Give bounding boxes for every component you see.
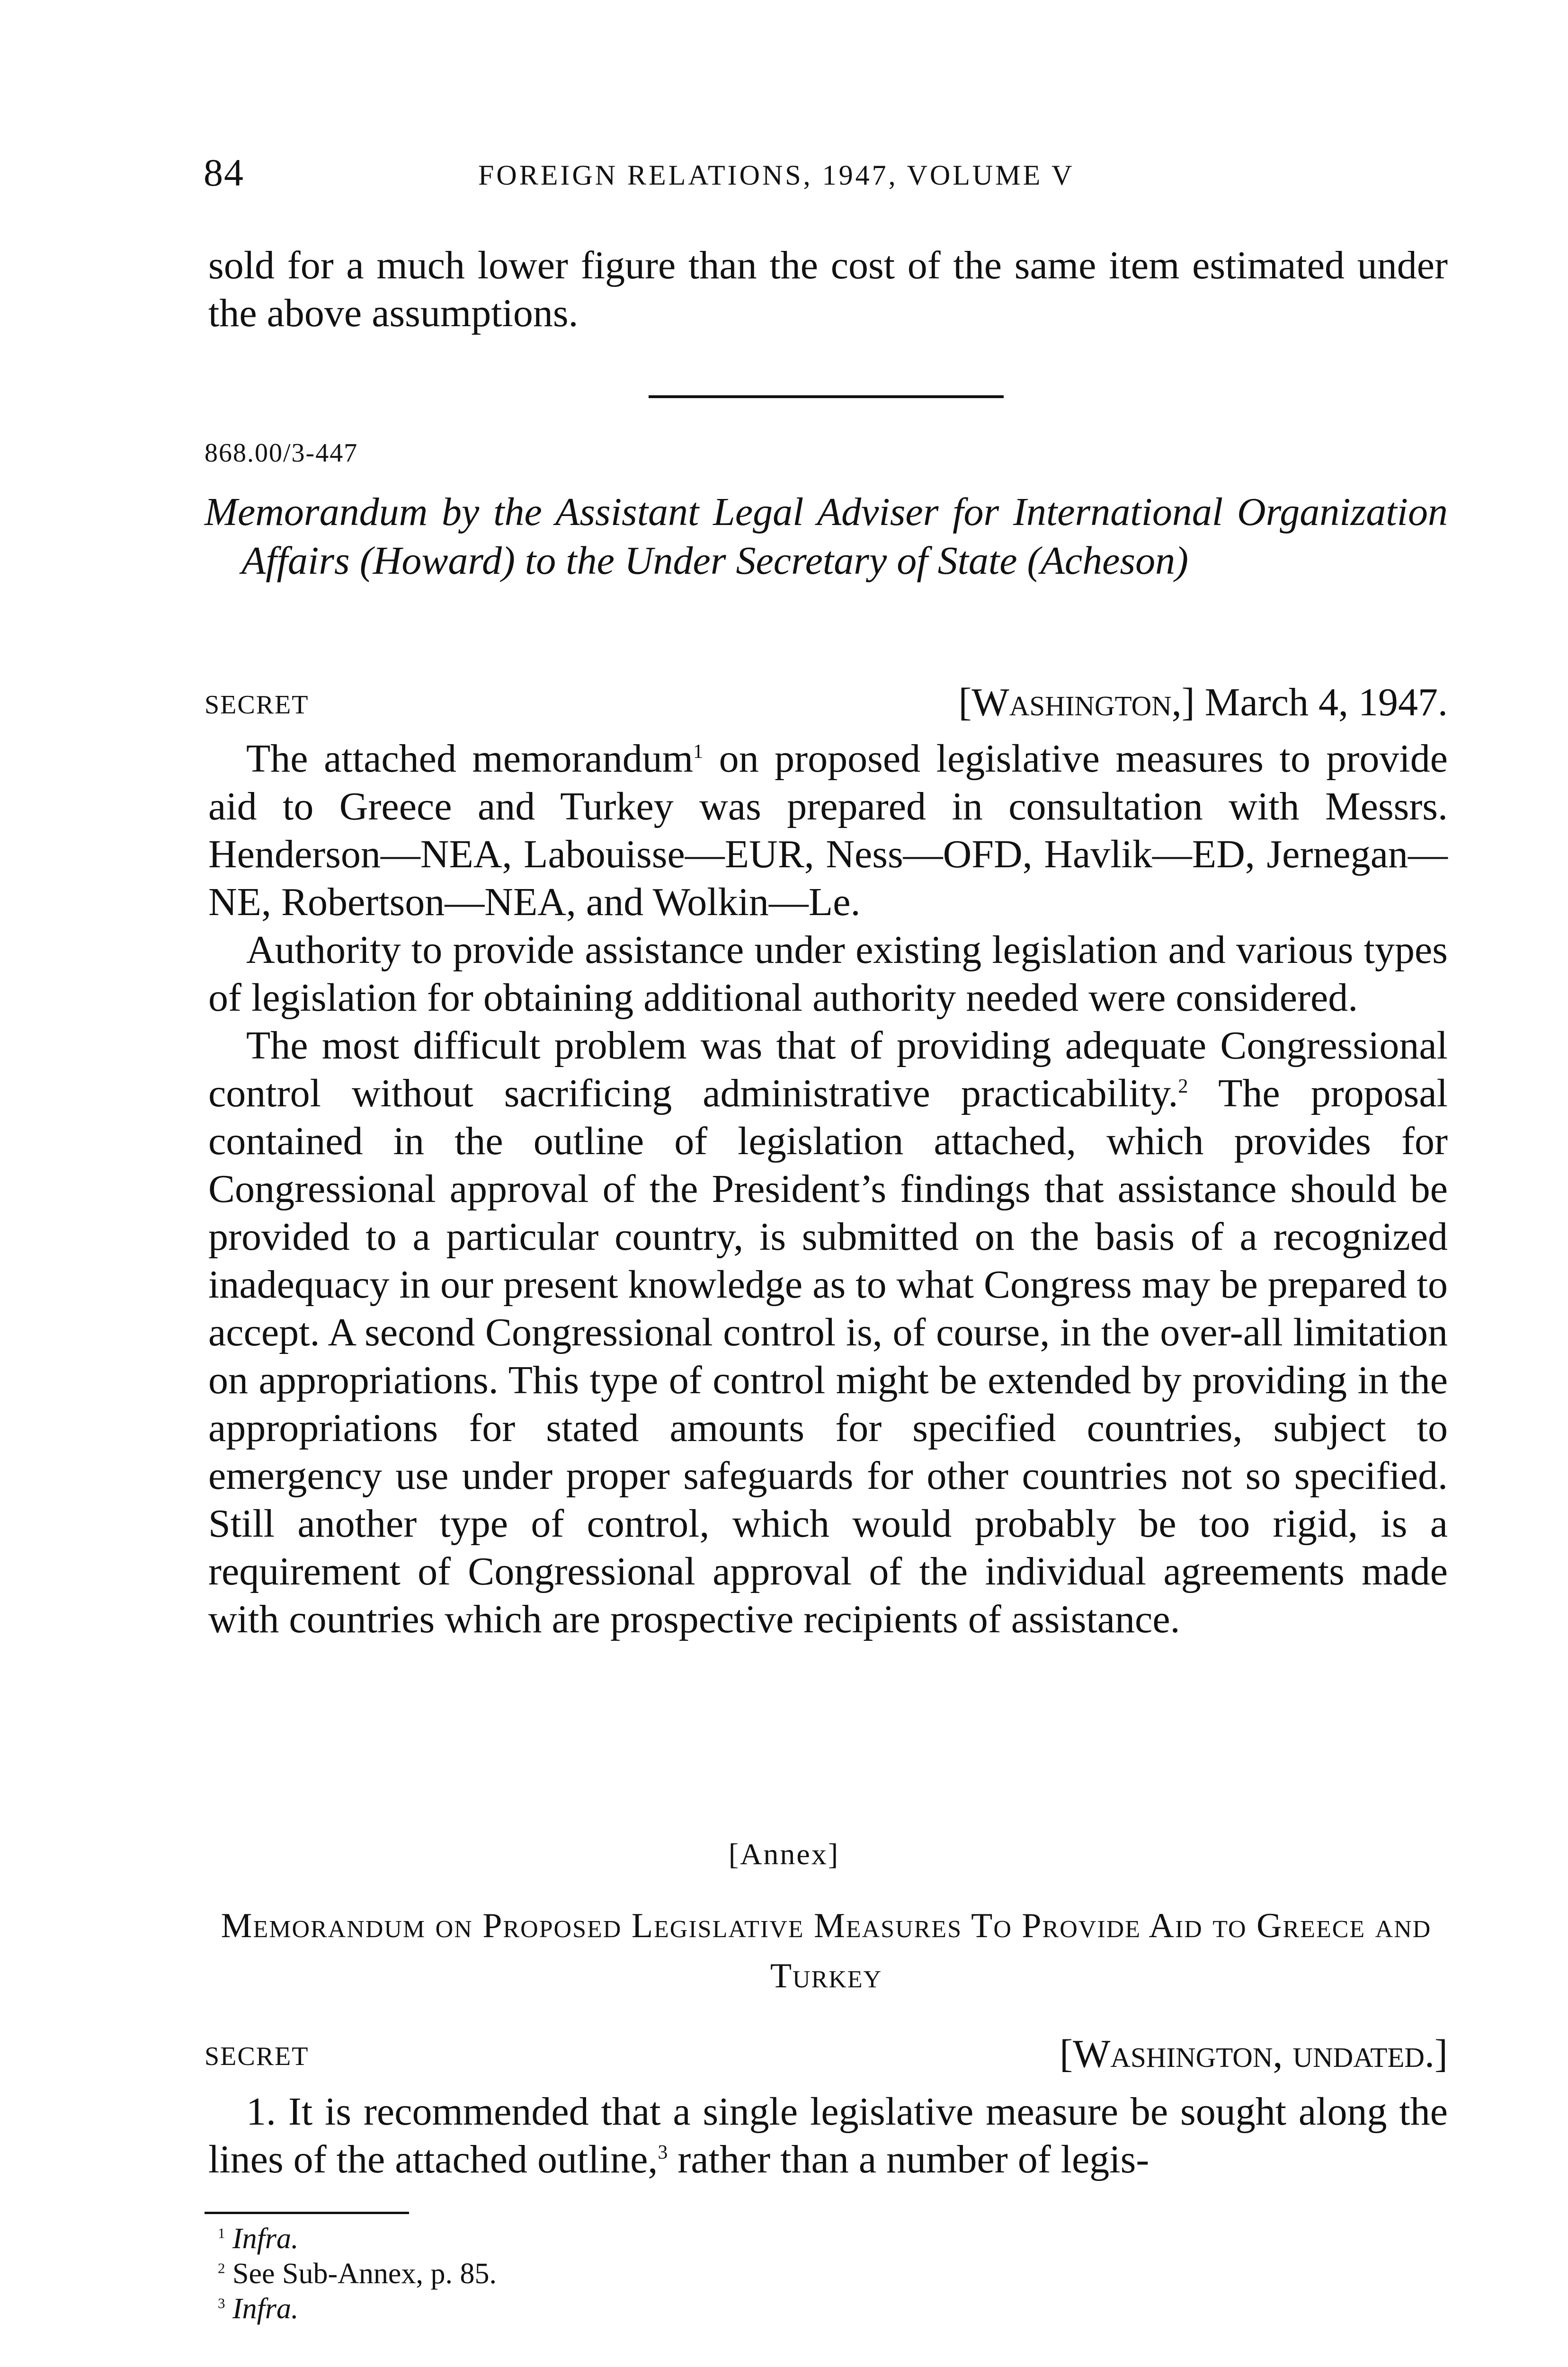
classification-mark: SECRET xyxy=(205,690,309,720)
paragraph-2: Authority to provide assistance under existing legislation and various types of legislation for obtaining additional authority needed were considered. xyxy=(208,928,1448,1020)
page-number: 84 xyxy=(204,151,244,194)
annex-dateline: [Washington, undated.] xyxy=(1060,2032,1448,2076)
annex-label: [Annex] xyxy=(728,1837,840,1871)
footnote-text: Infra. xyxy=(232,2293,299,2325)
footnote-mark: 3 xyxy=(218,2295,225,2312)
annex-paragraph-1-start: 1. It is recommended that a single legislative measure be sought along the lines of the attached outline, xyxy=(208,2090,1448,2181)
running-head: FOREIGN RELATIONS, 1947, VOLUME V xyxy=(478,160,1075,191)
footnote-text: See Sub-Annex, p. 85. xyxy=(232,2258,497,2290)
footnote-mark: 1 xyxy=(218,2225,225,2242)
footnote-1 xyxy=(218,2221,497,2256)
paragraph-3 xyxy=(208,1022,1448,1643)
footnotes xyxy=(218,2221,497,2326)
annex-title: Memorandum on Proposed Legislative Measures To Provide Aid to Greece and Turkey xyxy=(221,1906,1432,1995)
dateline-place: [Washington,] xyxy=(958,680,1195,724)
footnote-3 xyxy=(218,2291,497,2326)
section-divider xyxy=(649,395,1004,398)
annex-paragraph-1 xyxy=(208,2088,1448,2183)
annex-paragraph-1-rest: rather than a number of legis- xyxy=(668,2137,1149,2181)
page-header xyxy=(204,151,1449,203)
annex-classification-mark: SECRET xyxy=(205,2042,309,2071)
footnote-divider xyxy=(205,2212,409,2214)
footnote-ref-1[interactable]: 1 xyxy=(693,741,704,763)
memorandum-body xyxy=(208,735,1448,1643)
footnote-ref-3[interactable]: 3 xyxy=(658,2142,668,2163)
document-meta-row xyxy=(205,679,1448,727)
footnote-text: Infra. xyxy=(232,2223,299,2255)
paragraph-1-rest: on proposed legislative measures to provide aid to Greece and Turkey was prepared in consultation with Messrs. Henderson—NEA, Labouisse—EUR, Ness—OFD, Havlik—ED, Jernegan—NE, Robertson—NEA, and Wolkin—Le. xyxy=(208,737,1448,924)
footnote-ref-2[interactable]: 2 xyxy=(1178,1076,1188,1097)
annex-meta-row xyxy=(205,2031,1448,2078)
footnote-2 xyxy=(218,2256,497,2291)
annex-body xyxy=(208,2088,1448,2183)
paragraph-1 xyxy=(208,735,1448,926)
document-heading xyxy=(205,488,1448,585)
document-heading-text: Memorandum by the Assistant Legal Adviser for International Organization Affairs (Howard) to the Under Secretary of State (Acheson) xyxy=(205,490,1448,583)
footnote-mark: 2 xyxy=(218,2260,225,2277)
continuation-paragraph: sold for a much lower figure than the cost of the same item estimated under the above assumptions. xyxy=(208,243,1448,335)
dateline xyxy=(958,679,1448,725)
paragraph-3-rest: The proposal contained in the outline of legislation attached, which provides for Congressional approval of the President’s findings that assistance should be provided to a particular country, is submitted on the basis of a recognized inadequacy in our present knowledge as to what Congress may be prepared to accept. A second Congressional control is, of course, in the over-all limitation on appropriations. This type of control might be extended by providing in the appropriations for stated amounts for specified countries, subject to emergency use under proper safeguards for other countries not so specified. Still another type of control, which would probably be too rigid, is a requirement of Congressional approval of the individual agreements made with countries which are prospective recipients of assistance. xyxy=(208,1071,1448,1641)
paragraph-3-start: The most difficult problem was that of providing adequate Congressional control without sacrificing administrative practicability. xyxy=(208,1023,1448,1115)
paragraph-1-start: The attached memorandum xyxy=(246,737,694,781)
file-number: 868.00/3-447 xyxy=(205,438,358,468)
dateline-date: March 4, 1947. xyxy=(1204,680,1448,724)
